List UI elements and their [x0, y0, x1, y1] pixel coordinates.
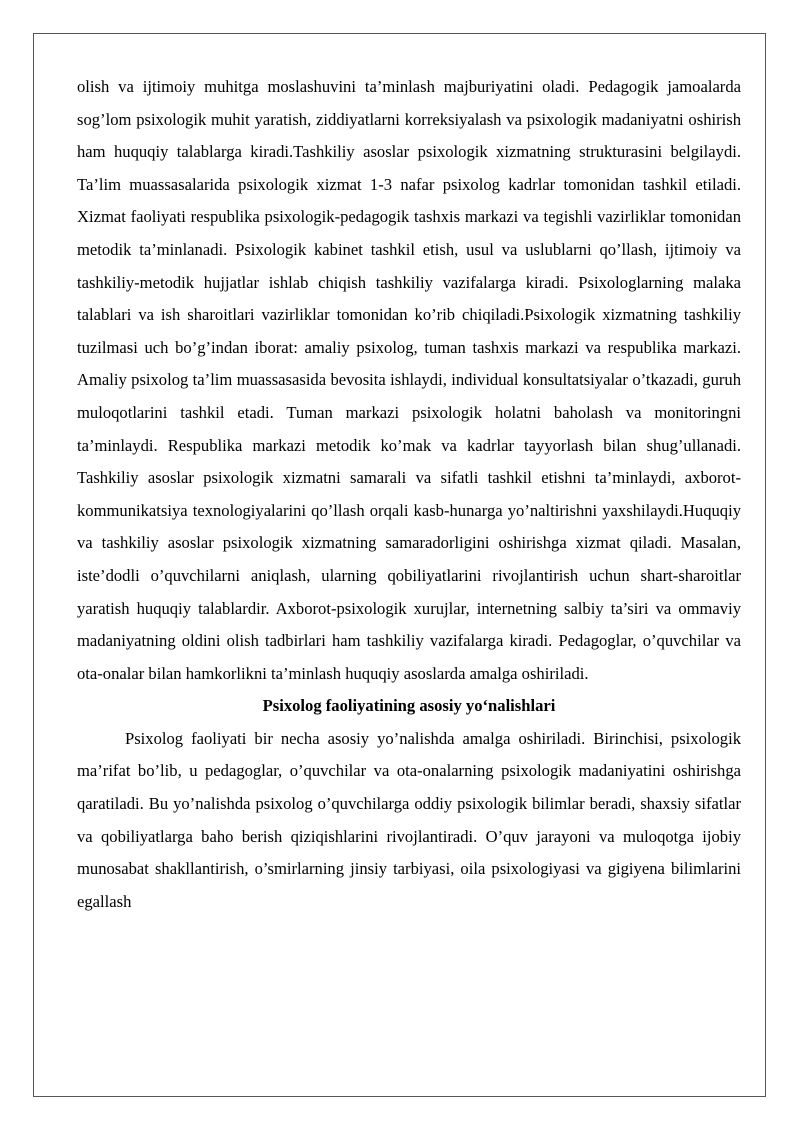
- document-body: [77, 71, 741, 918]
- body-paragraph: olish va ijtimoiy muhitga moslashuvini ta’minlash majburiyatini oladi. Pedagogik jamoalarda sog’lom psixologik muhit yaratish, ziddiyatlarni korreksiyalash va psixologik madaniyatni oshirish ham huquqiy talablarga kiradi.Tashkiliy asoslar psixologik xizmatning strukturasini belgilaydi. Ta’lim muassasalarida psixologik xizmat 1-3 nafar psixolog kadrlar tomonidan tashkil etiladi. Xizmat faoliyati respublika psixologik-pedagogik tashxis markazi va tegishli vazirliklar tomonidan metodik ta’minlanadi. Psixologik kabinet tashkil etish, usul va uslublarni qo’llash, ijtimoiy va tashkiliy-metodik hujjatlar ishlab chiqish tashkiliy vazifalarga kiradi. Psixologlarning malaka talablari va ish sharoitlari vazirliklar tomonidan ko’rib chiqiladi.Psixologik xizmatning tashkiliy tuzilmasi uch bo’g’indan iborat: amaliy psixolog, tuman tashxis markazi va respublika markazi. Amaliy psixolog ta’lim muassasasida bevosita ishlaydi, individual konsultatsiyalar o’tkazadi, guruh muloqotlarini tashkil etadi. Tuman markazi psixologik holatni baholash va monitoringni ta’minlaydi. Respublika markazi metodik ko’mak va kadrlar tayyorlash bilan shug’ullanadi. Tashkiliy asoslar psixologik xizmatni samarali va sifatli tashkil etishni ta’minlaydi, axborot-kommunikatsiya texnologiyalarini qo’llash orqali kasb-hunarga yo’naltirishni yaxshilaydi.Huquqiy va tashkiliy asoslar psixologik xizmatning samaradorligini oshirishga xizmat qiladi. Masalan, iste’dodli o’quvchilarni aniqlash, ularning qobiliyatlarini rivojlantirish uchun shart-sharoitlar yaratish huquqiy talablardir. Axborot-psixologik xurujlar, internetning salbiy ta’siri va ommaviy madaniyatning oldini olish tadbirlari ham tashkiliy vazifalarga kiradi. Pedagoglar, o’quvchilar va ota-onalar bilan hamkorlikni ta’minlash huquqiy asoslarda amalga oshiriladi.: [77, 77, 741, 683]
- body-paragraph: Psixolog faoliyati bir necha asosiy yo’nalishda amalga oshiriladi. Birinchisi, psixologik ma’rifat bo’lib, u pedagoglar, o’quvchilar va ota-onalarning psixologik madaniyatini oshirishga qaratiladi. Bu yo’nalishda psixolog o’quvchilarga oddiy psixologik bilimlar beradi, shaxsiy sifatlar va qobiliyatlarga baho berish qiziqishlarini rivojlantiradi. O’quv jarayoni va muloqotga ijobiy munosabat shakllantirish, o’smirlarning jinsiy tarbiyasi, oila psixologiyasi va gigiyena bilimlarini egallash: [77, 728, 741, 911]
- section-heading: Psixolog faoliyatining asosiy yo‘nalishlari: [262, 696, 556, 716]
